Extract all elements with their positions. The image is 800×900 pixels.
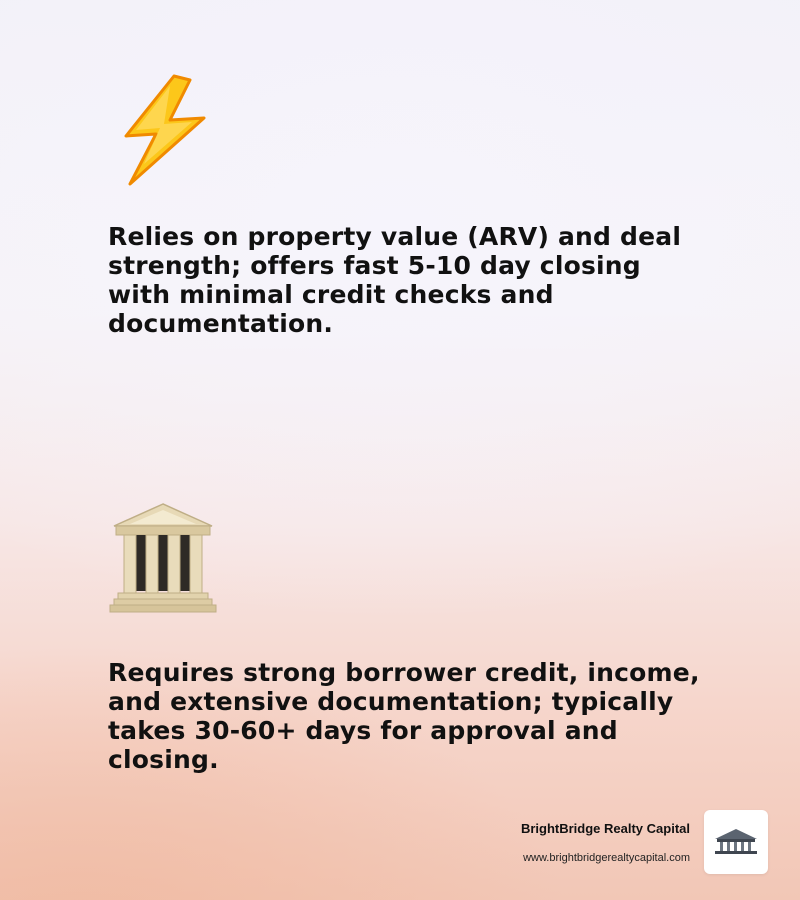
brand-footer bbox=[521, 810, 768, 874]
lightning-bolt-icon bbox=[108, 70, 218, 190]
brand-logo bbox=[704, 810, 768, 874]
bank-lending-description: Requires strong borrower credit, income, and extensive documentation; typically takes 30-60+ days for approval and closing. bbox=[108, 658, 700, 774]
bank-lending-section bbox=[108, 500, 708, 774]
fast-lending-description: Relies on property value (ARV) and deal strength; offers fast 5-10 day closing with minimal credit checks and documentation. bbox=[108, 222, 682, 338]
brand-text bbox=[521, 821, 690, 864]
brand-url[interactable]: www.brightbridgerealtycapital.com bbox=[523, 851, 690, 864]
fast-lending-section bbox=[108, 70, 708, 338]
classical-building-icon bbox=[108, 500, 218, 620]
building-logo-icon bbox=[711, 827, 761, 857]
brand-name: BrightBridge Realty Capital bbox=[520, 820, 690, 836]
